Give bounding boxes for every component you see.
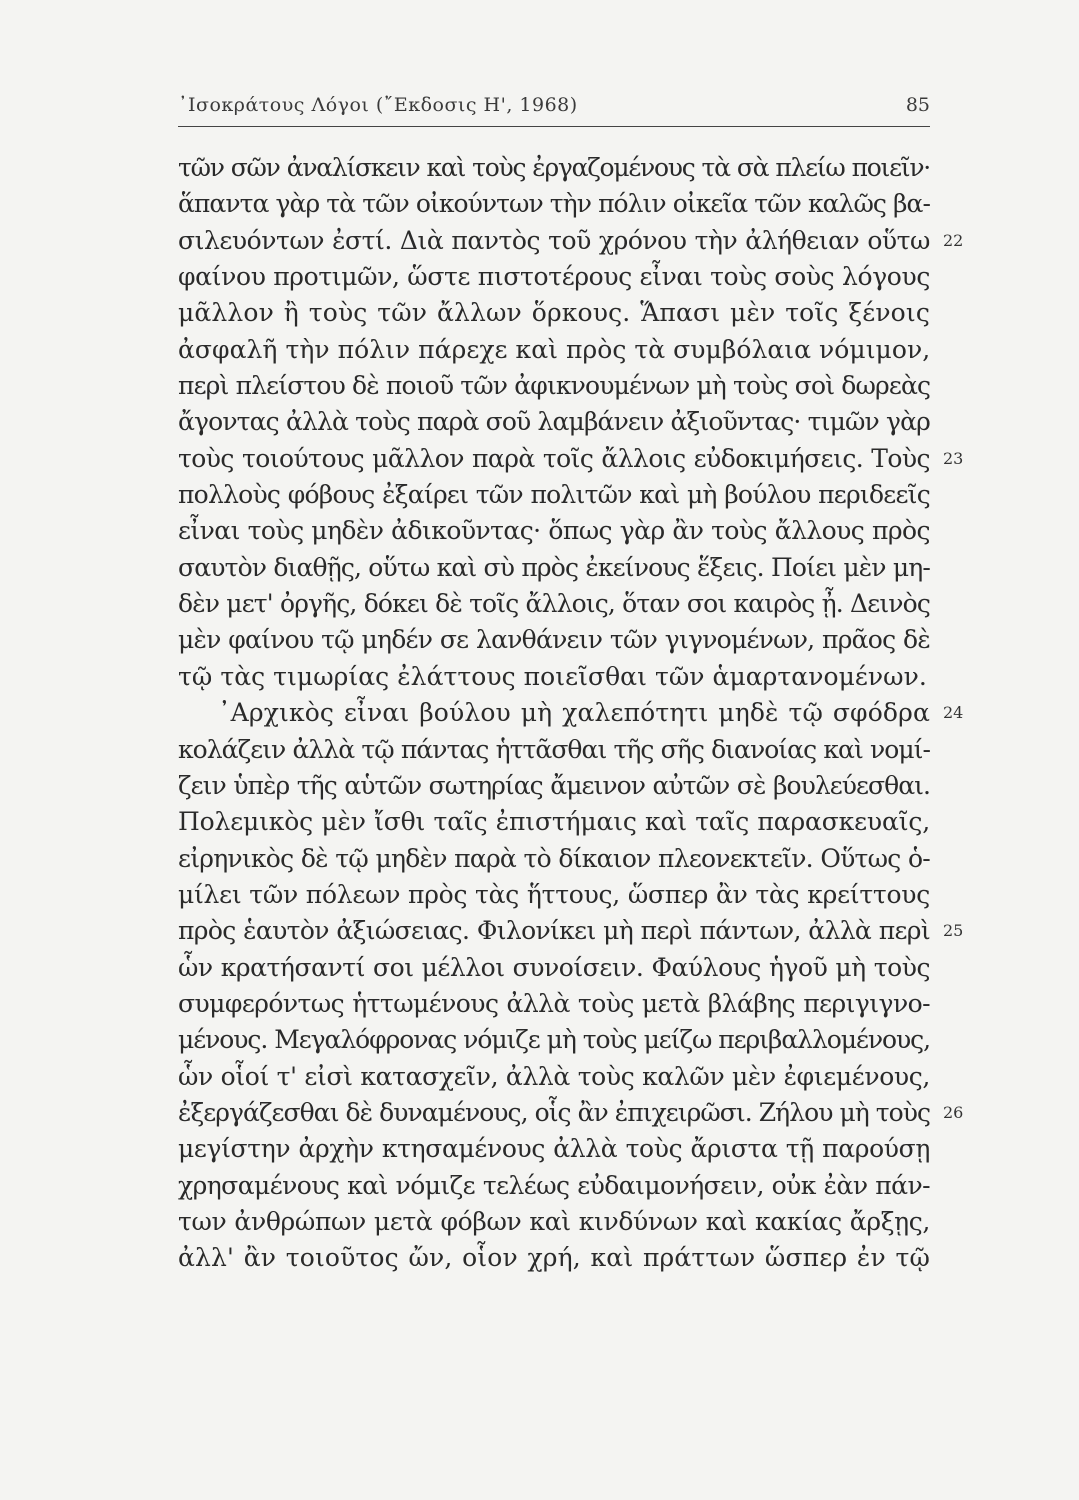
text-line: [178, 1095, 964, 1131]
line-text: ἐξεργάζεσθαι δὲ δυναμένους, οἷς ἂν ἐπιχειρῶσι. Ζήλου μὴ τοὺς: [178, 1097, 931, 1127]
section-number: 23: [943, 448, 964, 468]
text-line: [178, 186, 930, 222]
text-line: [178, 841, 930, 877]
line-text: ὧν οἷοί τ' εἰσὶ κατασχεῖν, ἀλλὰ τοὺς καλῶν μὲν ἐφιεμένους,: [178, 1061, 930, 1091]
text-line: [178, 877, 930, 913]
text-line: [178, 1168, 930, 1204]
body-text: [178, 150, 964, 1277]
text-line: [178, 732, 930, 768]
line-text: συμφερόντως ἡττωμένους ἀλλὰ τοὺς μετὰ βλάβης περιγιγνο-: [178, 988, 930, 1018]
line-text: σιλευόντων ἐστί. Διὰ παντὸς τοῦ χρόνου τὴν ἀλήθειαν οὕτω: [178, 225, 930, 255]
text-line: [178, 404, 930, 440]
header-rule: [178, 126, 930, 127]
line-text: εἶναι τοὺς μηδὲν ἀδικοῦντας· ὅπως γὰρ ἂν τοὺς ἄλλους πρὸς: [178, 516, 930, 546]
text-line: [178, 1022, 930, 1058]
line-text: Πολεμικὸς μὲν ἴσθι ταῖς ἐπιστήμαις καὶ ταῖς παρασκευαῖς,: [178, 807, 930, 837]
text-line: [178, 1204, 930, 1240]
section-number: 24: [943, 703, 964, 723]
running-header: [178, 94, 930, 124]
text-line: [178, 1240, 930, 1276]
text-line: [178, 150, 930, 186]
line-text: μεγίστην ἀρχὴν κτησαμένους ἀλλὰ τοὺς ἄριστα τῇ παρούσῃ: [178, 1134, 930, 1164]
running-header-title: ᾿Ισοκράτους Λόγοι (῎Εκδοσις Η', 1968): [178, 94, 578, 116]
text-line: [178, 804, 930, 840]
text-line: [178, 986, 930, 1022]
line-text: ὧν κρατήσαντί σοι μέλλοι συνοίσειν. Φαύλους ἡγοῦ μὴ τοὺς: [178, 952, 930, 982]
line-text: κολάζειν ἀλλὰ τῷ πάντας ἡττᾶσθαι τῆς σῆς διανοίας καὶ νομί-: [178, 734, 930, 764]
text-line: [178, 768, 930, 804]
line-text: μίλει τῶν πόλεων πρὸς τὰς ἥττους, ὥσπερ ἂν τὰς κρείττους: [178, 879, 930, 909]
section-number: 22: [943, 230, 964, 250]
text-line: [178, 622, 930, 658]
line-text: σαυτὸν διαθῇς, οὕτω καὶ σὺ πρὸς ἐκείνους ἕξεις. Ποίει μὲν μη-: [178, 552, 930, 582]
text-line: [178, 259, 930, 295]
text-line: [178, 513, 930, 549]
line-text: ζειν ὑπὲρ τῆς αὑτῶν σωτηρίας ἄμεινον αὐτῶν σὲ βουλεύεσθαι.: [178, 770, 930, 800]
text-line: [178, 223, 964, 259]
text-line: [178, 695, 964, 731]
line-text: χρησαμένους καὶ νόμιζε τελέως εὐδαιμονήσειν, οὐκ ἐὰν πάν-: [178, 1170, 930, 1200]
text-line: [178, 368, 930, 404]
line-text: ᾿Αρχικὸς εἶναι βούλου μὴ χαλεπότητι μηδὲ τῷ σφόδρα: [218, 698, 930, 728]
section-number: 26: [943, 1102, 964, 1122]
section-number: 25: [943, 921, 964, 941]
line-text: περὶ πλείστου δὲ ποιοῦ τῶν ἀφικνουμένων μὴ τοὺς σοὶ δωρεὰς: [178, 371, 931, 401]
line-text: μὲν φαίνου τῷ μηδέν σε λανθάνειν τῶν γιγνομένων, πρᾶος δὲ: [178, 625, 930, 655]
text-line: [178, 332, 930, 368]
line-text: πρὸς ἑαυτὸν ἀξιώσειας. Φιλονίκει μὴ περὶ πάντων, ἀλλὰ περὶ: [178, 916, 930, 946]
line-text: ἀσφαλῆ τὴν πόλιν πάρεχε καὶ πρὸς τὰ συμβόλαια νόμιμον,: [178, 334, 931, 364]
line-text: μᾶλλον ἢ τοὺς τῶν ἄλλων ὅρκους. Ἅπασι μὲν τοῖς ξένοις: [178, 298, 930, 328]
line-text: μένους. Μεγαλόφρονας νόμιζε μὴ τοὺς μείζω περιβαλλομένους,: [178, 1025, 930, 1055]
line-text: ἅπαντα γὰρ τὰ τῶν οἰκούντων τὴν πόλιν οἰκεῖα τῶν καλῶς βα-: [178, 189, 930, 219]
line-text: φαίνου προτιμῶν, ὥστε πιστοτέρους εἶναι τοὺς σοὺς λόγους: [178, 262, 930, 292]
line-text: δὲν μετ' ὀργῆς, δόκει δὲ τοῖς ἄλλοις, ὅταν σοι καιρὸς ᾖ. Δεινὸς: [178, 589, 930, 619]
line-text: ἀλλ' ἂν τοιοῦτος ὤν, οἷον χρή, καὶ πράττων ὥσπερ ἐν τῷ: [178, 1243, 930, 1273]
text-line: [178, 1131, 930, 1167]
text-line: [178, 1059, 930, 1095]
line-text: τῶν σῶν ἀναλίσκειν καὶ τοὺς ἐργαζομένους τὰ σὰ πλείω ποιεῖν·: [178, 153, 930, 182]
text-line: [178, 659, 930, 695]
page-number: 85: [905, 94, 930, 116]
text-line: [178, 586, 930, 622]
text-line: [178, 913, 964, 949]
text-line: [178, 950, 930, 986]
text-line: [178, 550, 930, 586]
line-text: τοὺς τοιούτους μᾶλλον παρὰ τοῖς ἄλλοις εὐδοκιμήσεις. Τοὺς: [178, 443, 930, 473]
line-text: ἄγοντας ἀλλὰ τοὺς παρὰ σοῦ λαμβάνειν ἀξιοῦντας· τιμῶν γὰρ: [178, 407, 930, 437]
text-line: [178, 477, 930, 513]
line-text: των ἀνθρώπων μετὰ φόβων καὶ κινδύνων καὶ κακίας ἄρξῃς,: [178, 1206, 930, 1236]
line-text: εἰρηνικὸς δὲ τῷ μηδὲν παρὰ τὸ δίκαιον πλεονεκτεῖν. Οὕτως ὁ-: [178, 843, 930, 873]
line-text: τῷ τὰς τιμωρίας ἐλάττους ποιεῖσθαι τῶν ἁμαρτανομένων.: [178, 661, 927, 691]
text-line: [178, 295, 930, 331]
line-text: πολλοὺς φόβους ἐξαίρει τῶν πολιτῶν καὶ μὴ βούλου περιδεεῖς: [178, 480, 930, 510]
text-line: [178, 441, 964, 477]
